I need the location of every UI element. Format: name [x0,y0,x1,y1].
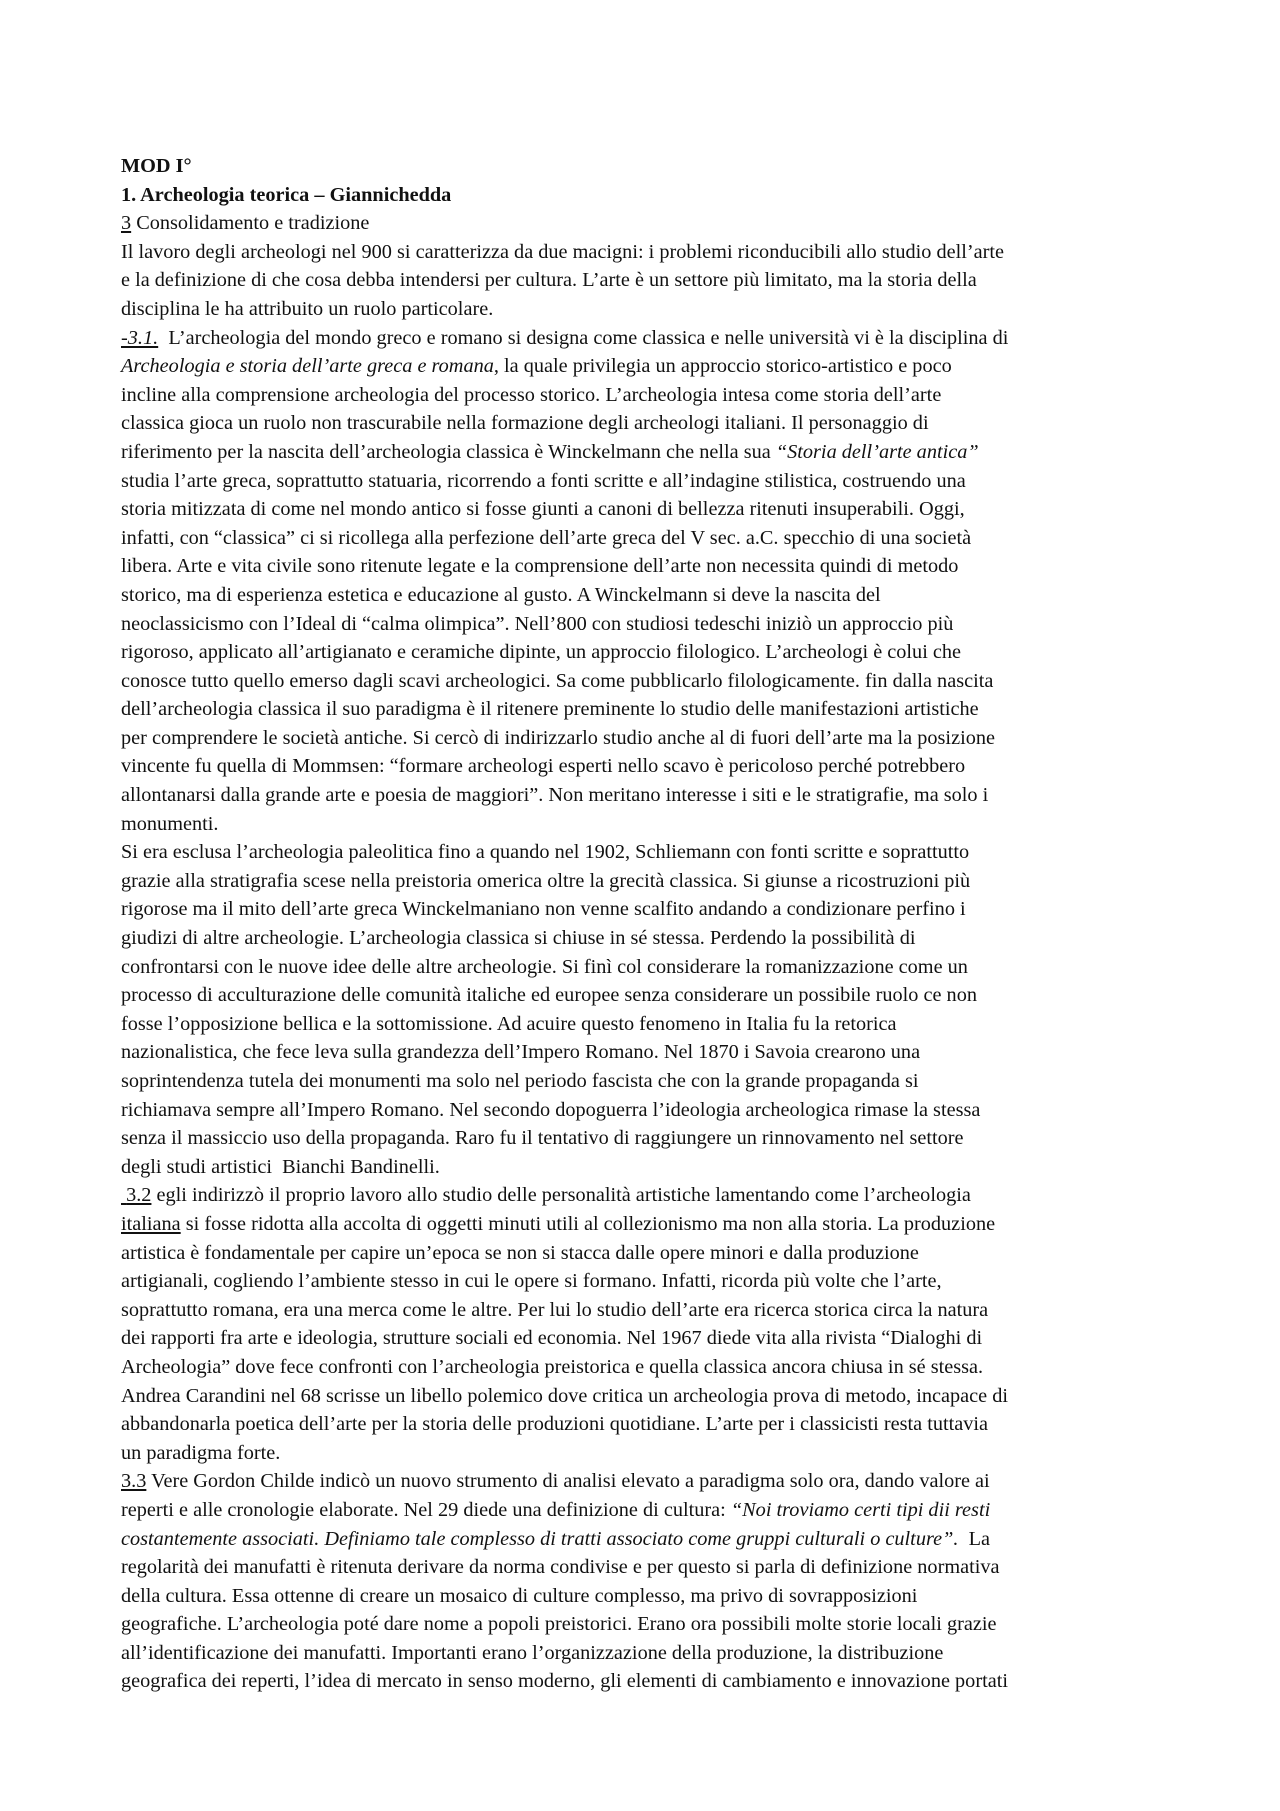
text-line: riferimento per la nascita dell’archeologia classica è Winckelmann che nella sua “Storia dell’arte antica” [121,440,979,463]
text-line: geografica dei reperti, l’idea di mercato in senso moderno, gli elementi di cambiamento e innovazione portati [121,1670,1008,1693]
section-3-1 [121,324,1166,1182]
text-line: artigianali, cogliendo l’ambiente stesso in cui le opere si formano. Infatti, ricorda più volte che l’arte, [121,1270,942,1293]
section-3-intro [121,238,1166,324]
text-line: costantemente associati. Definiamo tale complesso di tratti associato come gruppi culturali o culture”. La [121,1527,990,1550]
text-line: grazie alla stratigrafia scese nella preistoria omerica oltre la grecità classica. Si giunse a ricostruzioni più [121,869,971,892]
text-line: un paradigma forte. [121,1441,281,1464]
text-line: giudizi di altre archeologie. L’archeologia classica si chiuse in sé stessa. Perdendo la possibilità di [121,927,916,950]
text-line: della cultura. Essa ottenne di creare un mosaico di culture complesso, ma privo di sovrapposizioni [121,1584,918,1607]
section-3-2-number: 3.2 [126,1184,152,1207]
chapter-heading: 1. Archeologia teorica – Giannichedda [121,183,452,206]
text-line: libera. Arte e vita civile sono ritenute legate e la comprensione dell’arte non necessita quindi di metodo [121,555,959,578]
course-title: Archeologia e storia dell’arte greca e romana [121,355,494,378]
book-title: “Storia dell’arte antica” [775,440,979,463]
text-line: Archeologia” dove fece confronti con l’archeologia preistorica e quella classica ancora chiusa in sé stessa. [121,1355,984,1378]
section-3-3 [121,1467,1166,1696]
text-line: monumenti. [121,812,219,835]
text-line: e la definizione di che cosa debba intendersi per cultura. L’arte è un settore più limitato, ma la storia della [121,269,977,292]
text-line: dei rapporti fra arte e ideologia, strutture sociali ed economia. Nel 1967 diede vita alla rivista “Dialoghi di [121,1327,983,1350]
text-line: allontanarsi dalla grande arte e poesia de maggiori”. Non meritano interesse i siti e le stratigrafie, ma solo i [121,784,989,807]
text-line: richiamava sempre all’Impero Romano. Nel secondo dopoguerra l’ideologia archeologica rimase la stessa [121,1098,981,1121]
childe-quote-start: “Noi troviamo certi tipi dii resti [730,1498,991,1521]
text-line: studia l’arte greca, soprattutto statuaria, ricorrendo a fonti scritte e all’indagine stilistica, costruendo una [121,469,966,492]
section-3-heading [121,209,1166,238]
section-3-number: 3 [121,212,132,235]
text-line: conosce tutto quello emerso dagli scavi archeologici. Sa come pubblicarlo filologicamente. fin dalla nascita [121,669,994,692]
text-line: geografiche. L’archeologia poté dare nome a popoli preistorici. Erano ora possibili molte storie locali grazie [121,1613,997,1636]
section-3-title: Consolidamento e tradizione [131,212,370,235]
text-line: Si era esclusa l’archeologia paleolitica fino a quando nel 1902, Schliemann con fonti scritte e soprattutto [121,841,970,864]
text-line: neoclassicismo con l’Ideal di “calma olimpica”. Nell’800 con studiosi tedeschi iniziò un approccio più [121,612,954,635]
text-line: fosse l’opposizione bellica e la sottomissione. Ad acuire questo fenomeno in Italia fu la retorica [121,1012,897,1035]
childe-quote-end: costantemente associati. Definiamo tale complesso di tratti associato come gruppi culturali o culture”. [121,1527,959,1550]
text-line: Il lavoro degli archeologi nel 900 si caratterizza da due macigni: i problemi riconducibili allo studio dell’arte [121,240,1005,263]
text-line: storico, ma di esperienza estetica e educazione al gusto. A Winckelmann si deve la nascita del [121,583,881,606]
text-line: italiana si fosse ridotta alla accolta di oggetti minuti utili al collezionismo ma non alla storia. La produzione [121,1212,996,1235]
module-heading: MOD I° [121,155,192,177]
text-line: Archeologia e storia dell’arte greca e romana, la quale privilegia un approccio storico-artistico e poco [121,355,952,378]
section-3-3-number: 3.3 [121,1470,147,1493]
text-line: rigorose ma il mito dell’arte greca Winckelmaniano non venne scalfito andando a condizionare perfino i [121,898,966,921]
text-line: abbandonarla poetica dell’arte per la storia delle produzioni quotidiane. L’arte per i classicisti resta tuttavia [121,1413,989,1436]
text-line: nazionalistica, che fece leva sulla grandezza dell’Impero Romano. Nel 1870 i Savoia crearono una [121,1041,921,1064]
text-line: 3.3 Vere Gordon Childe indicò un nuovo strumento di analisi elevato a paradigma solo ora, dando valore ai [121,1470,990,1493]
text-line: all’identificazione dei manufatti. Importanti erano l’organizzazione della produzione, la distribuzione [121,1641,944,1664]
text-line: degli studi artistici Bianchi Bandinelli. [121,1155,440,1178]
text-line: classica gioca un ruolo non trascurabile nella formazione degli archeologi italiani. Il personaggio di [121,412,929,435]
text-line: rigoroso, applicato all’artigianato e ceramiche dipinte, un approccio filologico. L’archeologi è colui che [121,641,962,664]
text-line: per comprendere le società antiche. Si cercò di indirizzarlo studio anche al di fuori dell’arte ma la posizione [121,726,995,749]
text-line: infatti, con “classica” ci si ricollega alla perfezione dell’arte greca del V sec. a.C. specchio di una società [121,526,972,549]
text-line: regolarità dei manufatti è ritenuta derivare da norma condivise e per questo si parla di definizione normativa [121,1556,1000,1579]
text-line: artistica è fondamentale per capire un’epoca se non si stacca dalle opere minori e dalla produzione [121,1241,919,1264]
text-line: Andrea Carandini nel 68 scrisse un libello polemico dove critica un archeologia prova di metodo, incapace di [121,1384,1009,1407]
text-line: -3.1. L’archeologia del mondo greco e romano si designa come classica e nelle università vi è la disciplina di [121,326,1009,349]
section-3-1-number: -3.1. [121,326,159,349]
section-3-2 [121,1181,1166,1467]
text-line: soprattutto romana, era una merca come le altre. Per lui lo studio dell’arte era ricerca storica circa la natura [121,1298,989,1321]
text-line: dell’archeologia classica il suo paradigma è il ritenere preminente lo studio delle manifestazioni artistiche [121,698,979,721]
text-line: incline alla comprensione archeologia del processo storico. L’archeologia intesa come storia dell’arte [121,383,942,406]
text-line: reperti e alle cronologie elaborate. Nel 29 diede una definizione di cultura: “Noi troviamo certi tipi dii resti [121,1498,991,1521]
text-line: processo di acculturazione delle comunità italiche ed europee senza considerare un possibile ruolo ce non [121,984,977,1007]
text-line: confrontarsi con le nuove idee delle altre archeologie. Si finì col considerare la romanizzazione come un [121,955,968,978]
text-line: soprintendenza tutela dei monumenti ma solo nel periodo fascista che con la grande propaganda si [121,1070,919,1092]
text-line: storia mitizzata di come nel mondo antico si fosse giunti a canoni di bellezza ritenuti insuperabili. Oggi, [121,498,965,521]
text-line: disciplina le ha attribuito un ruolo particolare. [121,297,494,320]
text-line: 3.2 egli indirizzò il proprio lavoro allo studio delle personalità artistiche lamentando come l’archeologia [121,1181,1166,1210]
document-page [121,152,1166,1696]
text-line: vincente fu quella di Mommsen: “formare archeologi esperti nello scavo è pericoloso perché potrebbero [121,755,966,778]
text-line: senza il massiccio uso della propaganda. Raro fu il tentativo di raggiungere un rinnovamento nel settore [121,1127,964,1150]
